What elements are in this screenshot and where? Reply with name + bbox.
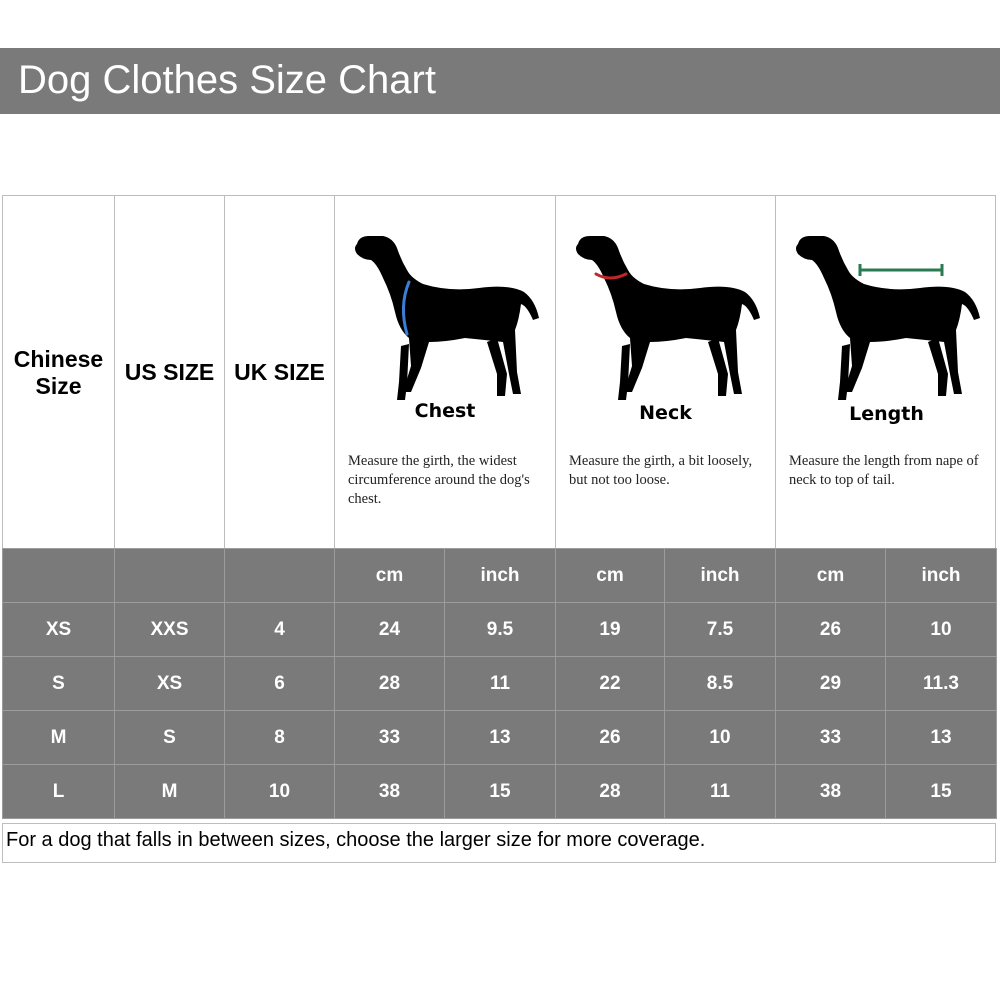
- neck-cm-cell: 22: [556, 657, 665, 711]
- unit-cell: inch: [886, 549, 997, 603]
- unit-cell: inch: [445, 549, 556, 603]
- header-chest: [335, 196, 556, 549]
- chest-cm-cell: 33: [335, 711, 445, 765]
- uk-size-label: UK SIZE: [234, 359, 325, 385]
- size-table: [2, 548, 997, 819]
- footer-note: [2, 823, 996, 863]
- neck-description: Measure the girth, a bit loosely, but not too loose.: [569, 453, 753, 488]
- uk-size-cell: 10: [225, 765, 335, 819]
- length-marker: [860, 264, 942, 276]
- length-cm-cell: 38: [776, 765, 886, 819]
- uk-size-cell: 4: [225, 603, 335, 657]
- us-size-cell: XS: [115, 657, 225, 711]
- neck-inch-cell: 8.5: [665, 657, 776, 711]
- chest-inch-cell: 9.5: [445, 603, 556, 657]
- chest-cm-cell: 28: [335, 657, 445, 711]
- header-uk-size: [225, 196, 335, 549]
- header-us-size: [115, 196, 225, 549]
- chest-inch-cell: 11: [445, 657, 556, 711]
- length-cm-cell: 26: [776, 603, 886, 657]
- uk-size-cell: 8: [225, 711, 335, 765]
- uk-size-cell: 6: [225, 657, 335, 711]
- neck-inch-cell: 11: [665, 765, 776, 819]
- unit-cell: inch: [665, 549, 776, 603]
- neck-cm-cell: 28: [556, 765, 665, 819]
- unit-cell: cm: [776, 549, 886, 603]
- header-length: [776, 196, 997, 549]
- length-inch-cell: 11.3: [886, 657, 997, 711]
- chest-cm-cell: 24: [335, 603, 445, 657]
- chest-cm-cell: 38: [335, 765, 445, 819]
- chest-inch-cell: 13: [445, 711, 556, 765]
- us-size-cell: XXS: [115, 603, 225, 657]
- length-cm-cell: 29: [776, 657, 886, 711]
- chest-title: Chest: [414, 400, 476, 422]
- units-empty-cell: [225, 549, 335, 603]
- footer-note-text: For a dog that falls in between sizes, choose the larger size for more coverage.: [6, 829, 706, 851]
- chest-description: Measure the girth, the widest circumference around the dog's chest.: [348, 453, 530, 507]
- unit-cell: cm: [556, 549, 665, 603]
- neck-inch-cell: 10: [665, 711, 776, 765]
- length-title: Length: [849, 403, 924, 425]
- neck-cm-cell: 26: [556, 711, 665, 765]
- chinese-size-cell: M: [3, 711, 115, 765]
- chest-inch-cell: 15: [445, 765, 556, 819]
- neck-title: Neck: [639, 402, 692, 424]
- us-size-cell: S: [115, 711, 225, 765]
- dog-neck-icon: [570, 234, 760, 409]
- chinese-size-cell: L: [3, 765, 115, 819]
- page-title: Dog Clothes Size Chart: [18, 58, 436, 102]
- length-description: Measure the length from nape of neck to top of tail.: [789, 453, 979, 488]
- table-row: [3, 711, 997, 765]
- header-chinese-size: [3, 196, 115, 549]
- neck-inch-cell: 7.5: [665, 603, 776, 657]
- dog-chest-icon: [349, 234, 539, 409]
- chinese-size-label: Chinese Size: [13, 346, 104, 399]
- units-empty-cell: [115, 549, 225, 603]
- units-empty-cell: [3, 549, 115, 603]
- header-neck: [556, 196, 776, 549]
- table-row: [3, 765, 997, 819]
- table-row: [3, 657, 997, 711]
- length-cm-cell: 33: [776, 711, 886, 765]
- length-inch-cell: 10: [886, 603, 997, 657]
- unit-cell: cm: [335, 549, 445, 603]
- us-size-label: US SIZE: [124, 359, 215, 385]
- units-row: [3, 549, 997, 603]
- length-inch-cell: 13: [886, 711, 997, 765]
- table-row: [3, 603, 997, 657]
- chinese-size-cell: S: [3, 657, 115, 711]
- title-bar: [0, 48, 1000, 114]
- length-inch-cell: 15: [886, 765, 997, 819]
- dog-length-icon: [790, 234, 980, 409]
- chinese-size-cell: XS: [3, 603, 115, 657]
- neck-cm-cell: 19: [556, 603, 665, 657]
- us-size-cell: M: [115, 765, 225, 819]
- size-chart-header: [2, 195, 996, 548]
